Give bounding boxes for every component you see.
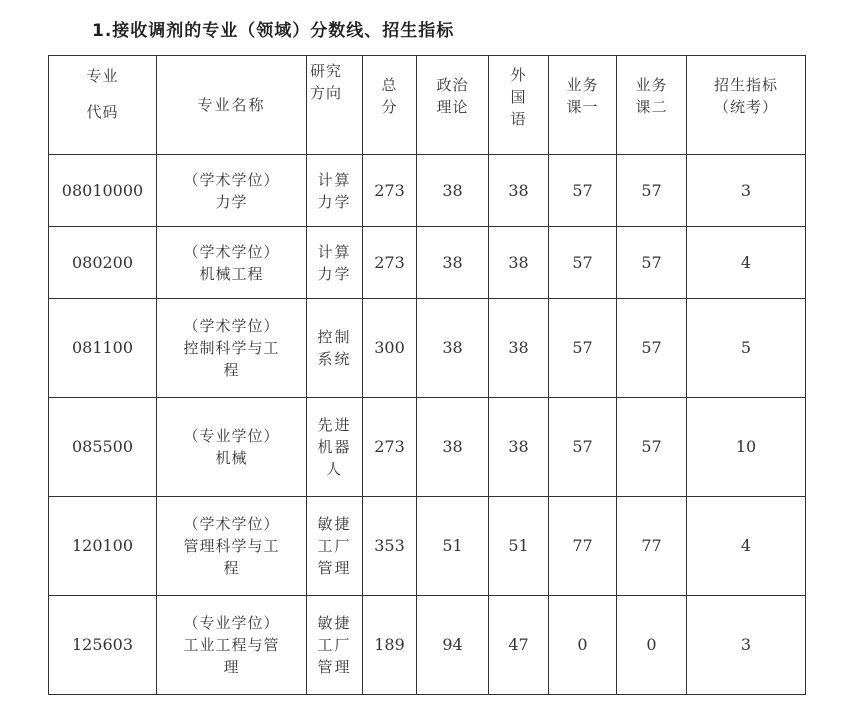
cell-quota: 4 xyxy=(687,227,806,299)
cell-foreign: 51 xyxy=(489,497,549,596)
header-direction: 研究 方向 xyxy=(307,56,363,155)
cell-politics: 38 xyxy=(417,299,489,398)
cell-course1: 57 xyxy=(549,227,617,299)
cell-name: （学术学位） 机械工程 xyxy=(157,227,307,299)
cell-name: （学术学位） 管理科学与工 程 xyxy=(157,497,307,596)
table-row xyxy=(49,398,806,497)
header-name: 专业名称 xyxy=(157,56,307,155)
cell-code: 08010000 xyxy=(49,155,157,227)
cell-course2: 57 xyxy=(617,398,687,497)
header-course1: 业务 课一 xyxy=(549,56,617,155)
header-quota: 招生指标 （统考） xyxy=(687,56,806,155)
cell-total: 273 xyxy=(363,155,417,227)
cell-name: （专业学位） 工业工程与管 理 xyxy=(157,596,307,695)
cell-direction: 先进 机器 人 xyxy=(307,398,363,497)
header-code: 专业 代码 xyxy=(49,56,157,155)
cell-code: 085500 xyxy=(49,398,157,497)
cell-total: 273 xyxy=(363,398,417,497)
header-total: 总 分 xyxy=(363,56,417,155)
cell-course1: 57 xyxy=(549,155,617,227)
cell-foreign: 38 xyxy=(489,227,549,299)
cell-foreign: 38 xyxy=(489,299,549,398)
score-quota-table xyxy=(48,55,806,695)
cell-course2: 57 xyxy=(617,299,687,398)
table-row xyxy=(49,155,806,227)
cell-foreign: 47 xyxy=(489,596,549,695)
cell-total: 300 xyxy=(363,299,417,398)
cell-name: （专业学位） 机械 xyxy=(157,398,307,497)
cell-politics: 38 xyxy=(417,155,489,227)
cell-direction: 敏捷 工厂 管理 xyxy=(307,497,363,596)
cell-foreign: 38 xyxy=(489,155,549,227)
cell-quota: 4 xyxy=(687,497,806,596)
cell-course1: 0 xyxy=(549,596,617,695)
cell-politics: 94 xyxy=(417,596,489,695)
cell-quota: 3 xyxy=(687,155,806,227)
cell-direction: 计算 力学 xyxy=(307,227,363,299)
cell-course1: 77 xyxy=(549,497,617,596)
cell-direction: 控制 系统 xyxy=(307,299,363,398)
header-politics: 政治 理论 xyxy=(417,56,489,155)
table-row xyxy=(49,227,806,299)
cell-politics: 38 xyxy=(417,227,489,299)
cell-code: 080200 xyxy=(49,227,157,299)
cell-quota: 5 xyxy=(687,299,806,398)
cell-total: 189 xyxy=(363,596,417,695)
cell-name: （学术学位） 力学 xyxy=(157,155,307,227)
cell-code: 081100 xyxy=(49,299,157,398)
header-course2: 业务 课二 xyxy=(617,56,687,155)
cell-name: （学术学位） 控制科学与工 程 xyxy=(157,299,307,398)
cell-direction: 计算 力学 xyxy=(307,155,363,227)
header-row xyxy=(49,56,806,155)
cell-total: 353 xyxy=(363,497,417,596)
cell-code: 120100 xyxy=(49,497,157,596)
cell-foreign: 38 xyxy=(489,398,549,497)
cell-quota: 10 xyxy=(687,398,806,497)
cell-code: 125603 xyxy=(49,596,157,695)
cell-course2: 0 xyxy=(617,596,687,695)
cell-politics: 38 xyxy=(417,398,489,497)
table-row xyxy=(49,299,806,398)
cell-course2: 57 xyxy=(617,155,687,227)
table-row xyxy=(49,596,806,695)
cell-course1: 57 xyxy=(549,299,617,398)
table-row xyxy=(49,497,806,596)
cell-politics: 51 xyxy=(417,497,489,596)
cell-course2: 77 xyxy=(617,497,687,596)
header-foreign: 外 国 语 xyxy=(489,56,549,155)
cell-quota: 3 xyxy=(687,596,806,695)
cell-course1: 57 xyxy=(549,398,617,497)
cell-course2: 57 xyxy=(617,227,687,299)
cell-total: 273 xyxy=(363,227,417,299)
cell-direction: 敏捷 工厂 管理 xyxy=(307,596,363,695)
section-heading: 1.接收调剂的专业（领域）分数线、招生指标 xyxy=(92,21,455,41)
